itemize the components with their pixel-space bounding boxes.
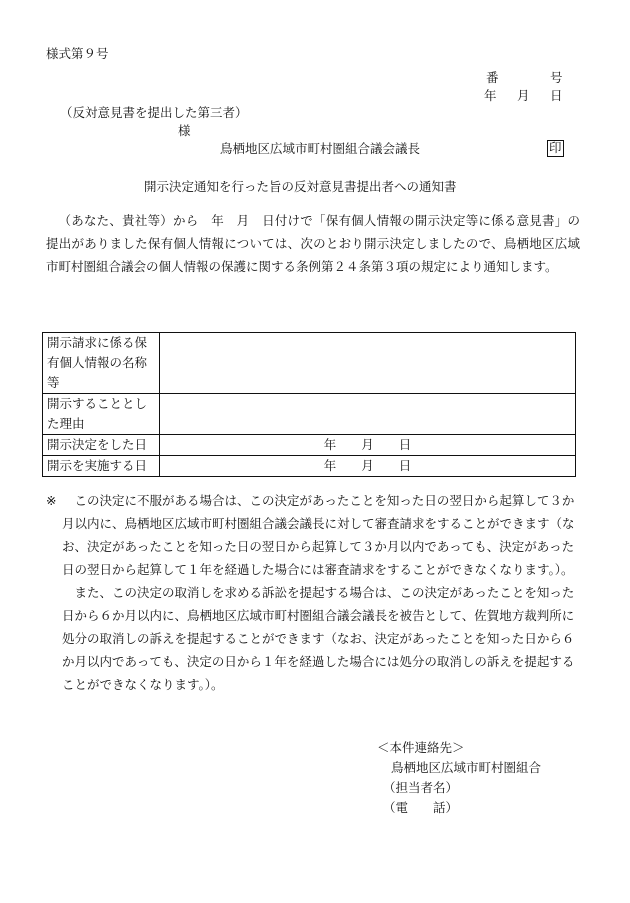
row-label-info-name: 開示請求に係る保有個人情報の名称等 [43,333,160,394]
date-year-label: 年 [484,88,497,103]
row-value-disclosure-date: 年 月 日 [160,456,576,477]
note-text-lawsuit: また、この決定の取消しを求める訴訟を提起する場合は、この決定があったことを知った日から６か月以内に、鳥栖地区広域市町村圏組合議会議長を被告として、佐賀地方裁判所に処分の取消しの訴えを提起することができます（なお、決定があったことを知った日から６か月以内であっても、決定の日から１年を経過した場合には処分の取消しの訴えを提起することができなくなります。）。 [62,585,575,692]
table-row [43,456,576,477]
form-number: 様式第９号 [46,46,109,61]
doc-number-suffix: 号 [550,70,563,85]
contact-org: 鳥栖地区広域市町村圏組合 [391,760,542,775]
honorific: 様 [178,123,191,138]
doc-number-label: 番 [486,70,499,85]
note-mark: ※ [46,493,57,508]
row-value-reason [160,394,576,435]
seal-mark: 印 [549,140,562,155]
row-label-decision-date: 開示決定をした日 [43,435,160,456]
date-month-label: 月 [517,88,530,103]
contact-person: （担当者名） [383,780,459,795]
sender: 鳥栖地区広域市町村圏組合議会議長 [220,141,421,156]
body-paragraph: （あなた、貴社等）から 年 月 日付けで「保有個人情報の開示決定等に係る意見書」の提出がありました保有個人情報については、次のとおり開示決定しましたので、鳥栖地区広域市町村圏組合議会の個人情報の保護に関する条例第２４条第３項の規定により通知します。 [46,213,580,274]
table-row [43,435,576,456]
contact-heading: ＜本件連絡先＞ [377,740,465,755]
info-table [42,332,576,477]
page-title: 開示決定通知を行った旨の反対意見書提出者への通知書 [144,179,457,194]
row-value-info-name [160,333,576,394]
row-value-decision-date: 年 月 日 [160,435,576,456]
table-row [43,333,576,394]
contact-phone: （電 話） [383,800,459,815]
contact-block [377,738,541,818]
row-label-disclosure-date: 開示を実施する日 [43,456,160,477]
appeal-note [46,489,580,696]
date-day-label: 日 [550,88,563,103]
row-label-reason: 開示することとした理由 [43,394,160,435]
table-row [43,394,576,435]
note-text: この決定に不服がある場合は、この決定があったことを知った日の翌日から起算して３か月以内に、鳥栖地区広域市町村圏組合議会議長に対して審査請求をすることができます（なお、決定があったことを知った日の翌日から起算して３か月以内であっても、決定があった日の翌日から起算して１年を経過した場合には審査請求をすることができなくなります。）。 [62,493,575,577]
recipient: （反対意見書を提出した第三者） [60,105,248,120]
